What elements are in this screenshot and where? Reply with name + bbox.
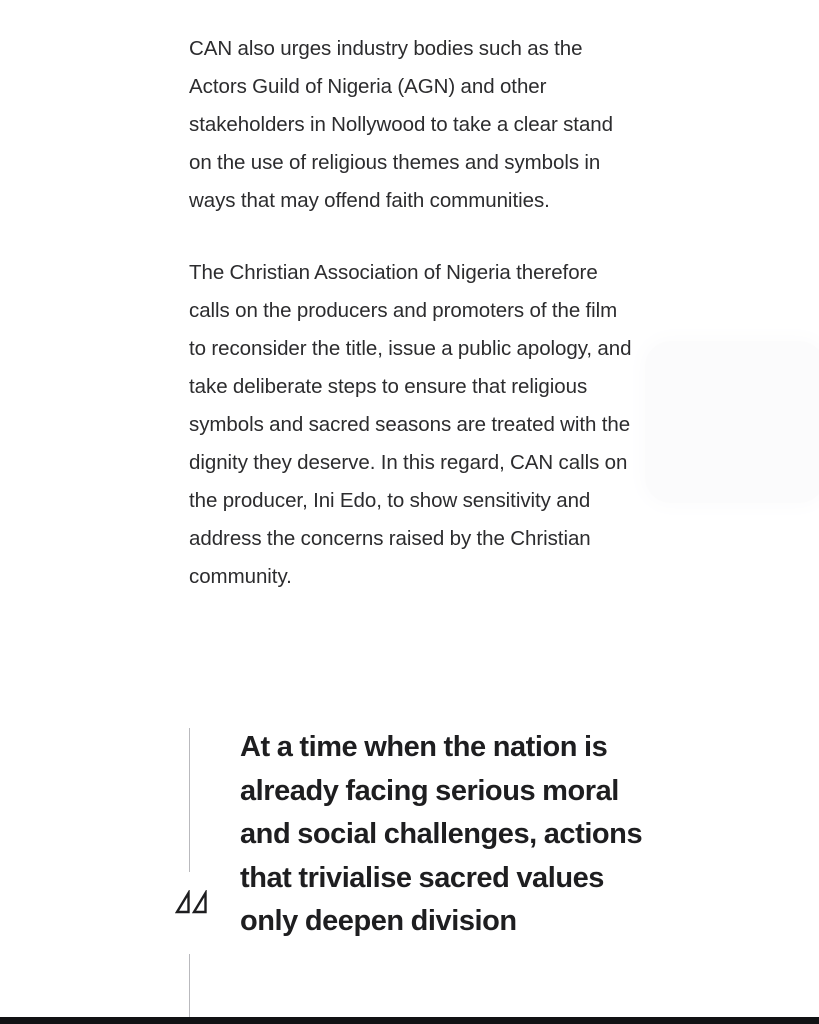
- quote-mark-icon: [175, 890, 219, 922]
- bottom-bar: [0, 1017, 819, 1024]
- pull-quote: [189, 726, 659, 944]
- article-body: [189, 0, 639, 596]
- pull-quote-rule-top: [189, 728, 190, 872]
- body-paragraph: The Christian Association of Nigeria therefore calls on the producers and promoters of the film to reconsider the title, issue a public apology, and take deliberate steps to ensure that religious symbols and sacred seasons are treated with the dignity they deserve. In this regard, CAN calls on the producer, Ini Edo, to show sensitivity and address the concerns raised by the Christian community.: [189, 261, 632, 588]
- body-paragraph: CAN also urges industry bodies such as the Actors Guild of Nigeria (AGN) and other stakeholders in Nollywood to take a clear stand on the use of religious themes and symbols in ways that may offend faith communities.: [189, 37, 614, 212]
- background-ghost-shape: [645, 341, 819, 503]
- pull-quote-text: At a time when the nation is already facing serious moral and social challenges, actions that trivialise sacred values only deepen division: [240, 731, 643, 937]
- pull-quote-rule-bottom: [189, 954, 190, 1024]
